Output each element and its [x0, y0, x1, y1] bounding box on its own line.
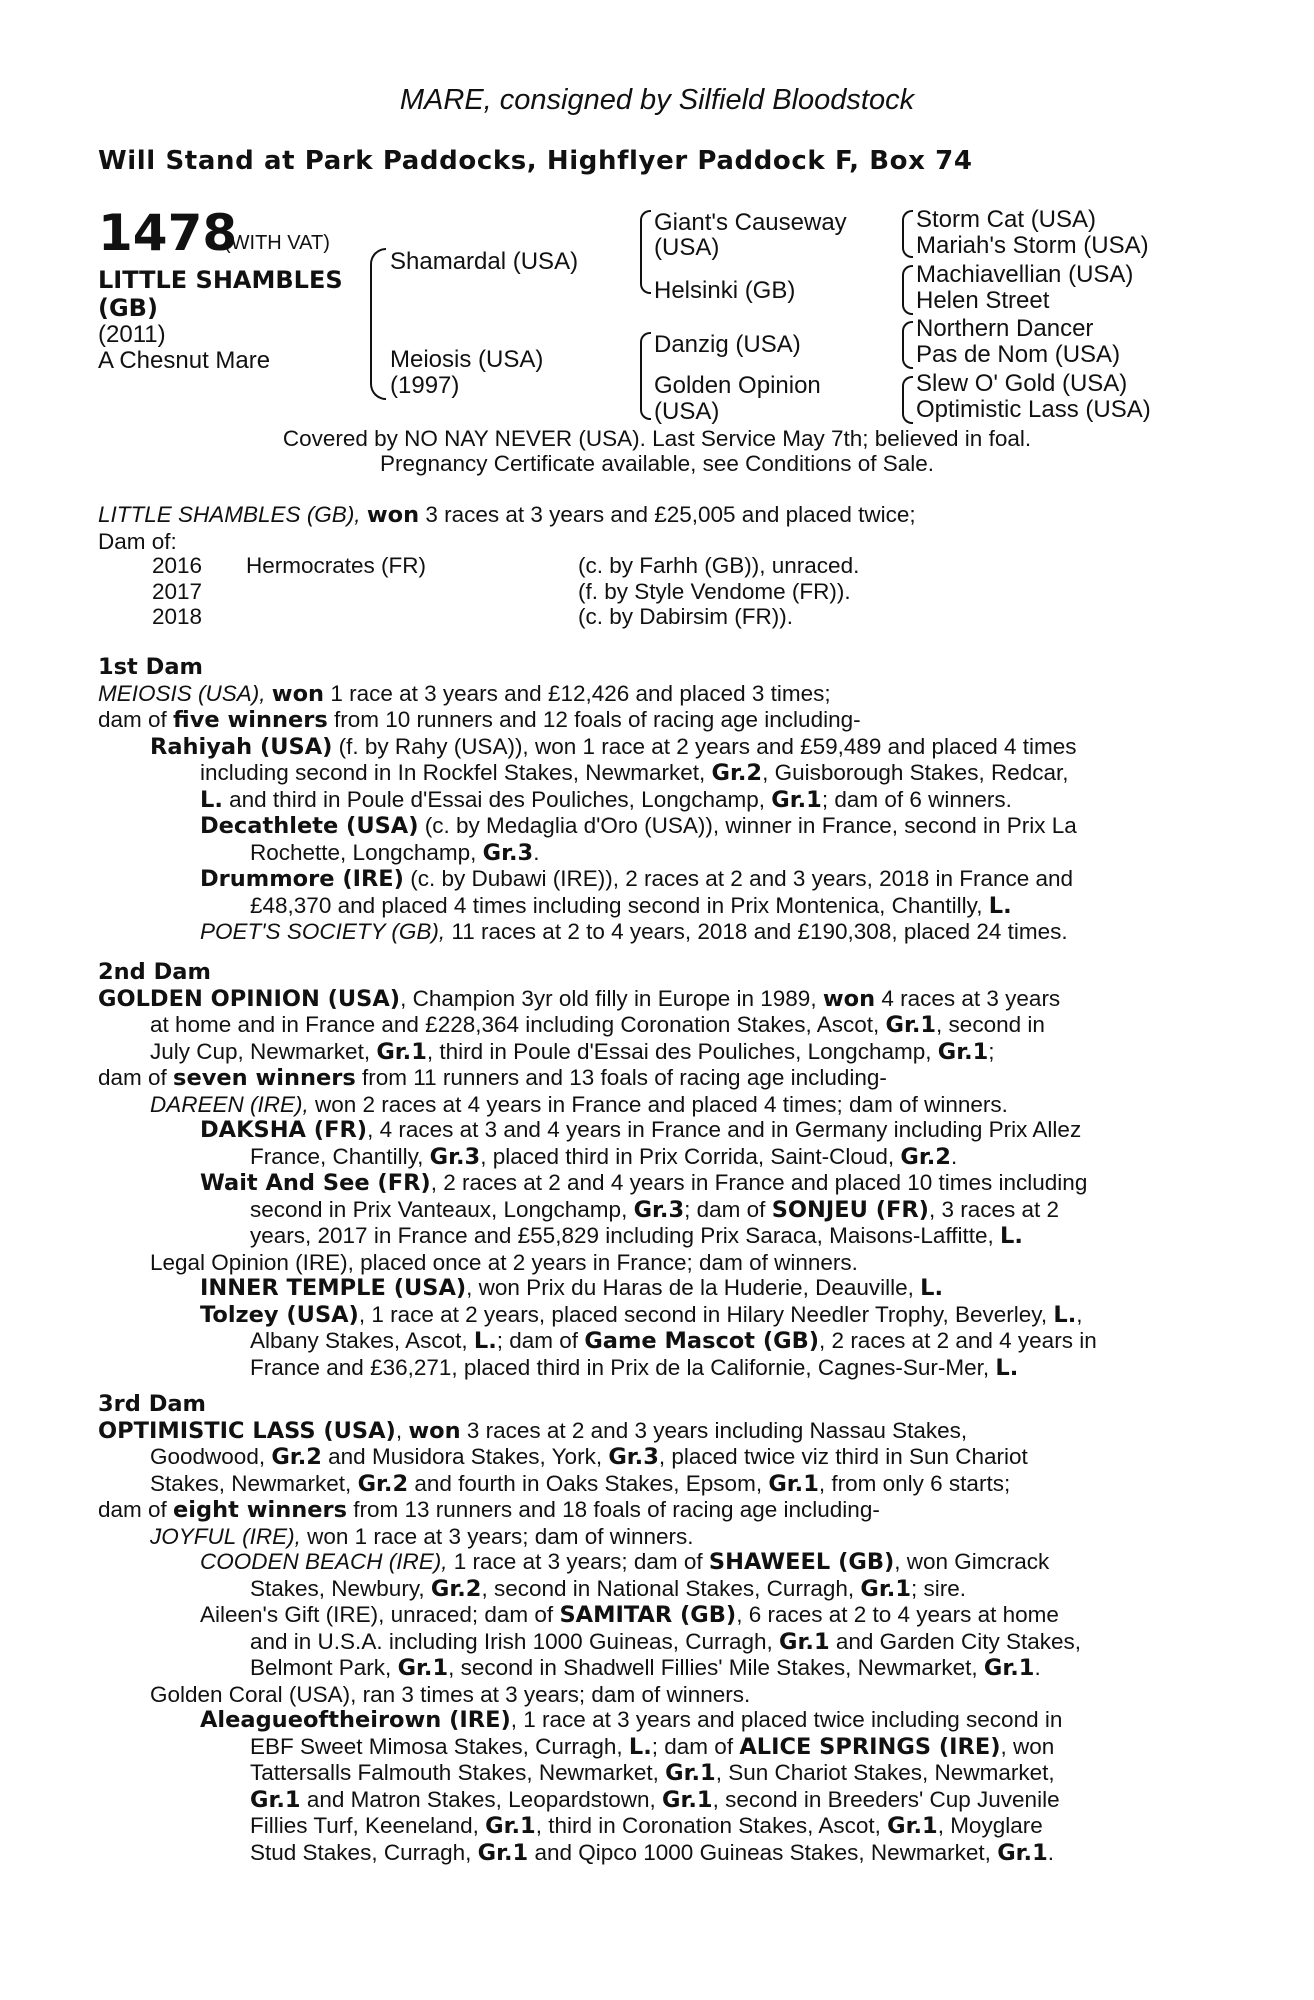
progeny-name: Aleagueoftheirown (IRE)	[200, 1707, 511, 1733]
grade: Gr.2	[271, 1444, 322, 1470]
text: years, 2017 in France and £55,829 including Prix Saraca, Maisons-Laffitte,	[250, 1223, 1001, 1248]
progeny-name: JOYFUL (IRE),	[150, 1523, 301, 1549]
progeny-name: Drummore (IRE)	[200, 866, 404, 892]
text: July Cup, Newmarket,	[150, 1038, 377, 1064]
progeny-record: 1 race at 3 years; dam of	[447, 1549, 709, 1574]
grade: Gr.1	[662, 1786, 713, 1813]
text: and fourth in Oaks Stakes, Epsom,	[408, 1470, 769, 1496]
text: , 3 races at 2	[928, 1196, 1060, 1222]
grade: L.	[988, 892, 1012, 919]
vat-label: (WITH VAT)	[224, 232, 330, 254]
progeny-name: Rahiyah (USA)	[150, 733, 333, 760]
text: Stakes, Newmarket,	[150, 1470, 358, 1496]
text: ; dam of	[496, 1328, 585, 1353]
third-dam-section	[98, 1392, 1206, 1866]
text: from 10 runners and 12 foals of racing age including-	[327, 707, 861, 732]
grade: Gr.2	[430, 1575, 482, 1602]
text: ; dam of	[684, 1196, 772, 1222]
sire-sire-line1: Giant's Causeway	[654, 209, 847, 236]
foaling-year: (2011)	[98, 321, 166, 348]
progeny-record: 11 races at 2 to 4 years, 2018 and £190,308, placed 24 times.	[445, 919, 1068, 944]
progeny-name: COODEN BEACH (IRE),	[200, 1549, 448, 1574]
text: , second in	[936, 1012, 1045, 1037]
progeny-record: (c. by Dubawi (IRE)), 2 races at 2 and 3 years, 2018 in France and	[403, 866, 1074, 891]
text: Stud Stakes, Curragh,	[250, 1839, 478, 1865]
grade: Gr.3	[482, 839, 534, 866]
text: Stakes, Newbury,	[250, 1575, 431, 1601]
produce-row	[98, 579, 1206, 605]
text: , Guisborough Stakes, Redcar,	[762, 760, 1069, 785]
third-dam-heading: 3rd Dam	[98, 1391, 206, 1417]
text: , third in Coronation Stakes, Ascot,	[535, 1813, 888, 1838]
text: , placed third in Prix Corrida, Saint-Cloud,	[480, 1143, 901, 1169]
text: ; dam of	[651, 1733, 740, 1759]
mare-summary-text: 3 races at 3 years and £25,005 and placed twice;	[419, 502, 916, 527]
progeny-name: DAKSHA (FR)	[200, 1117, 368, 1143]
mare-summary	[98, 502, 1206, 554]
text: and Musidora Stakes, York,	[321, 1444, 609, 1469]
grade: Gr.1	[376, 1038, 427, 1065]
grade: Gr.1	[983, 1655, 1035, 1681]
dam-line1: Meiosis (USA)	[390, 346, 544, 373]
grade: Gr.1	[997, 1839, 1048, 1866]
progeny-name: Decathlete (USA)	[200, 813, 419, 839]
first-dam-heading: 1st Dam	[98, 654, 203, 680]
dam-name: GOLDEN OPINION (USA)	[98, 985, 401, 1012]
gen3-brace-4	[902, 376, 913, 424]
progeny-name: INNER TEMPLE (USA)	[200, 1275, 467, 1301]
dam-dam-dam: Optimistic Lass (USA)	[916, 396, 1151, 423]
text: second in Prix Vanteaux, Longchamp,	[250, 1196, 634, 1222]
text: from 13 runners and 18 foals of racing age including-	[347, 1497, 880, 1522]
text: , second in Breeders' Cup Juvenile	[712, 1786, 1060, 1812]
text: Fillies Turf, Keeneland,	[250, 1813, 486, 1838]
text: France, Chantilly,	[250, 1143, 430, 1169]
progeny-name: ALICE SPRINGS (IRE)	[739, 1733, 1001, 1760]
text: and Garden City Stakes,	[829, 1628, 1081, 1654]
grade: L.	[200, 786, 223, 813]
text: , 6 races at 2 to 4 years at home	[736, 1602, 1059, 1627]
stand-location: Will Stand at Park Paddocks, Highflyer Paddock F, Box 74	[98, 146, 973, 176]
produce-row	[98, 604, 1206, 630]
grade: Gr.1	[250, 1786, 301, 1813]
grade: Gr.1	[485, 1813, 536, 1839]
progeny-name: Game Mascot (GB)	[584, 1328, 820, 1354]
won-label: won	[822, 985, 876, 1012]
covered-line: Covered by NO NAY NEVER (USA). Last Service May 7th; believed in foal.	[282, 426, 1032, 451]
text: , third in Poule d'Essai des Pouliches, Longchamp,	[426, 1038, 938, 1064]
progeny-record: Legal Opinion (IRE), placed once at 2 years in France; dam of winners.	[150, 1249, 858, 1275]
sire-dam: Helsinki (GB)	[654, 277, 796, 304]
dam-record: 1 race at 3 years and £12,426 and placed 3 times;	[324, 680, 831, 706]
text: ; sire.	[910, 1575, 966, 1601]
text: , placed twice viz third in Sun Chariot	[658, 1444, 1028, 1469]
text: .	[1047, 1839, 1055, 1865]
progeny-record: Golden Coral (USA), ran 3 times at 3 years; dam of winners.	[150, 1681, 751, 1707]
sire-sire-sire: Storm Cat (USA)	[916, 206, 1097, 233]
progeny-name: POET'S SOCIETY (GB),	[200, 919, 446, 944]
text: .	[1034, 1655, 1041, 1680]
text: Belmont Park,	[250, 1655, 398, 1680]
text: Rochette, Longchamp,	[250, 839, 483, 865]
text: Albany Stakes, Ascot,	[250, 1328, 474, 1353]
grade: Gr.1	[768, 1470, 819, 1497]
text: , won Gimcrack	[894, 1549, 1050, 1574]
grade: Gr.2	[711, 760, 763, 786]
sire-dam-dam: Helen Street	[916, 287, 1050, 314]
grade: Gr.1	[771, 786, 822, 813]
won-label: won	[271, 680, 325, 707]
text: , from only 6 starts;	[818, 1470, 1011, 1496]
text: and Qipco 1000 Guineas Stakes, Newmarket,	[528, 1839, 998, 1865]
dam-sire-sire: Northern Dancer	[916, 315, 1094, 342]
text: , Champion 3yr old filly in Europe in 1989,	[400, 985, 823, 1011]
grade: L.	[628, 1733, 652, 1760]
progeny-record: , 4 races at 3 and 4 years in France and in Germany including Prix Allez	[367, 1117, 1082, 1142]
dam-of-label: Dam of:	[98, 528, 177, 554]
sire: Shamardal (USA)	[390, 248, 579, 275]
sire-sire-dam: Mariah's Storm (USA)	[916, 232, 1149, 259]
text: and in U.S.A. including Irish 1000 Guineas, Curragh,	[250, 1628, 780, 1654]
text: , Moyglare	[937, 1813, 1043, 1838]
text: ;	[988, 1038, 995, 1064]
text: , Sun Chariot Stakes, Newmarket,	[715, 1760, 1055, 1785]
text: Goodwood,	[150, 1444, 272, 1469]
gen3-brace-3	[902, 321, 913, 369]
produce-list	[98, 553, 1206, 630]
progeny-record: won 1 race at 3 years; dam of winners.	[300, 1523, 694, 1549]
horse-name	[98, 266, 378, 322]
dam-dam-sire: Slew O' Gold (USA)	[916, 370, 1128, 397]
produce-year: 2016	[152, 553, 203, 578]
progeny-record: (c. by Medaglia d'Oro (USA)), winner in France, second in Prix La	[418, 813, 1077, 838]
text: , won	[1000, 1733, 1055, 1759]
progeny-name: DAREEN (IRE),	[150, 1091, 309, 1117]
grade: L.	[1000, 1223, 1023, 1249]
grade: Gr.1	[885, 1012, 937, 1038]
grade: Gr.1	[477, 1839, 529, 1866]
dam-dam-line2: (USA)	[654, 398, 720, 425]
produce-detail: (c. by Farhh (GB)), unraced.	[578, 553, 860, 578]
horse-name-line2: (GB)	[98, 294, 158, 322]
text: 3 races at 2 and 3 years including Nassau Stakes,	[460, 1417, 968, 1443]
lot-number: 1478	[98, 204, 238, 262]
progeny-record: , 2 races at 2 and 4 years in France and placed 10 times including	[430, 1170, 1088, 1195]
text: EBF Sweet Mimosa Stakes, Curragh,	[250, 1733, 629, 1759]
produce-year: 2018	[152, 604, 203, 629]
horse-description: A Chesnut Mare	[98, 347, 271, 374]
text: , second in National Stakes, Curragh,	[481, 1575, 861, 1601]
grade: L.	[995, 1354, 1019, 1381]
produce-row	[98, 553, 1206, 579]
dam-line2: (1997)	[390, 372, 460, 399]
text: 4 races at 3 years	[875, 985, 1061, 1011]
grade: Gr.1	[397, 1655, 449, 1681]
dam-parents-brace	[640, 332, 651, 420]
grade: Gr.3	[608, 1444, 659, 1470]
text: at home and in France and £228,364 including Coronation Stakes, Ascot,	[150, 1012, 886, 1037]
winners-count: eight winners	[173, 1497, 348, 1523]
dam-dam-line1: Golden Opinion	[654, 372, 821, 399]
text: dam of	[98, 1065, 174, 1090]
grade: Gr.3	[429, 1143, 481, 1170]
progeny-record: , 1 race at 3 years and placed twice including second in	[510, 1707, 1063, 1732]
progeny-name: SONJEU (FR)	[771, 1196, 929, 1223]
grade: Gr.1	[665, 1760, 716, 1786]
grade: L.	[1053, 1301, 1077, 1328]
progeny-record: Aileen's Gift (IRE), unraced; dam of	[200, 1602, 560, 1627]
progeny-record: , 1 race at 2 years, placed second in Hilary Needler Trophy, Beverley,	[358, 1301, 1054, 1327]
pregnancy-line: Pregnancy Certificate available, see Conditions of Sale.	[379, 451, 935, 476]
grade: Gr.3	[633, 1196, 685, 1223]
progeny-record: , won Prix du Haras de la Huderie, Deauville,	[466, 1275, 921, 1300]
text: £48,370 and placed 4 times including second in Prix Montenica, Chantilly,	[250, 892, 989, 918]
text: Tattersalls Falmouth Stakes, Newmarket,	[250, 1760, 666, 1785]
sire-dam-sire: Machiavellian (USA)	[916, 261, 1134, 288]
grade: Gr.1	[887, 1813, 938, 1839]
grade: Gr.2	[357, 1470, 409, 1497]
text: France and £36,271, placed third in Prix de la Californie, Cagnes-Sur-Mer,	[250, 1354, 996, 1380]
produce-detail: (f. by Style Vendome (FR)).	[578, 578, 851, 604]
text: dam of	[98, 707, 174, 732]
text: ,	[1076, 1301, 1083, 1327]
second-dam-section	[98, 960, 1206, 1381]
text: , 2 races at 2 and 4 years in	[819, 1328, 1097, 1353]
gen3-brace-1	[902, 210, 913, 258]
text: and Matron Stakes, Leopardstown,	[300, 1786, 663, 1812]
winners-count: five winners	[173, 707, 328, 733]
sire-dam-brace	[370, 248, 386, 400]
horse-name-line1: LITTLE SHAMBLES	[98, 266, 343, 294]
progeny-name: SAMITAR (GB)	[559, 1602, 737, 1628]
grade: Gr.1	[937, 1038, 989, 1065]
progeny-record: (f. by Rahy (USA)), won 1 race at 2 years and £59,489 and placed 4 times	[332, 733, 1077, 759]
text: including second in In Rockfel Stakes, Newmarket,	[200, 760, 712, 785]
page-title: MARE, consigned by Silfield Bloodstock	[399, 84, 915, 116]
produce-year: 2017	[152, 578, 203, 604]
first-dam-section	[98, 655, 1206, 945]
grade: L.	[920, 1275, 944, 1301]
grade: L.	[473, 1328, 497, 1354]
grade: Gr.1	[860, 1575, 911, 1602]
sire-sire-line2: (USA)	[654, 234, 720, 261]
dam-sire-dam: Pas de Nom (USA)	[916, 341, 1121, 368]
text: dam of	[98, 1497, 174, 1522]
gen3-brace-2	[902, 265, 913, 315]
produce-name: Hermocrates (FR)	[246, 553, 427, 578]
dam-name: OPTIMISTIC LASS (USA)	[98, 1417, 396, 1444]
grade: Gr.1	[779, 1628, 830, 1655]
dam-name: MEIOSIS (USA),	[98, 680, 266, 706]
won-label: won	[366, 502, 420, 528]
progeny-name: Tolzey (USA)	[200, 1301, 359, 1328]
sire-parents-brace	[640, 210, 651, 294]
progeny-name: SHAWEEL (GB)	[708, 1549, 895, 1575]
progeny-record: won 2 races at 4 years in France and placed 4 times; dam of winners.	[308, 1091, 1008, 1117]
progeny-name: Wait And See (FR)	[200, 1170, 431, 1196]
dam-sire: Danzig (USA)	[654, 331, 801, 358]
text: ; dam of 6 winners.	[821, 786, 1012, 812]
grade: Gr.2	[900, 1143, 951, 1170]
text: and third in Poule d'Essai des Pouliches, Longchamp,	[222, 786, 772, 812]
second-dam-heading: 2nd Dam	[98, 959, 211, 985]
text: , second in Shadwell Fillies' Mile Stakes, Newmarket,	[448, 1655, 984, 1680]
mare-summary-name: LITTLE SHAMBLES (GB),	[98, 502, 361, 527]
winners-count: seven winners	[173, 1065, 356, 1091]
text: .	[950, 1143, 958, 1169]
text: .	[533, 839, 540, 865]
won-label: won	[408, 1417, 461, 1444]
text: ,	[395, 1417, 409, 1443]
produce-detail: (c. by Dabirsim (FR)).	[578, 604, 793, 629]
text: from 11 runners and 13 foals of racing age including-	[355, 1065, 887, 1090]
